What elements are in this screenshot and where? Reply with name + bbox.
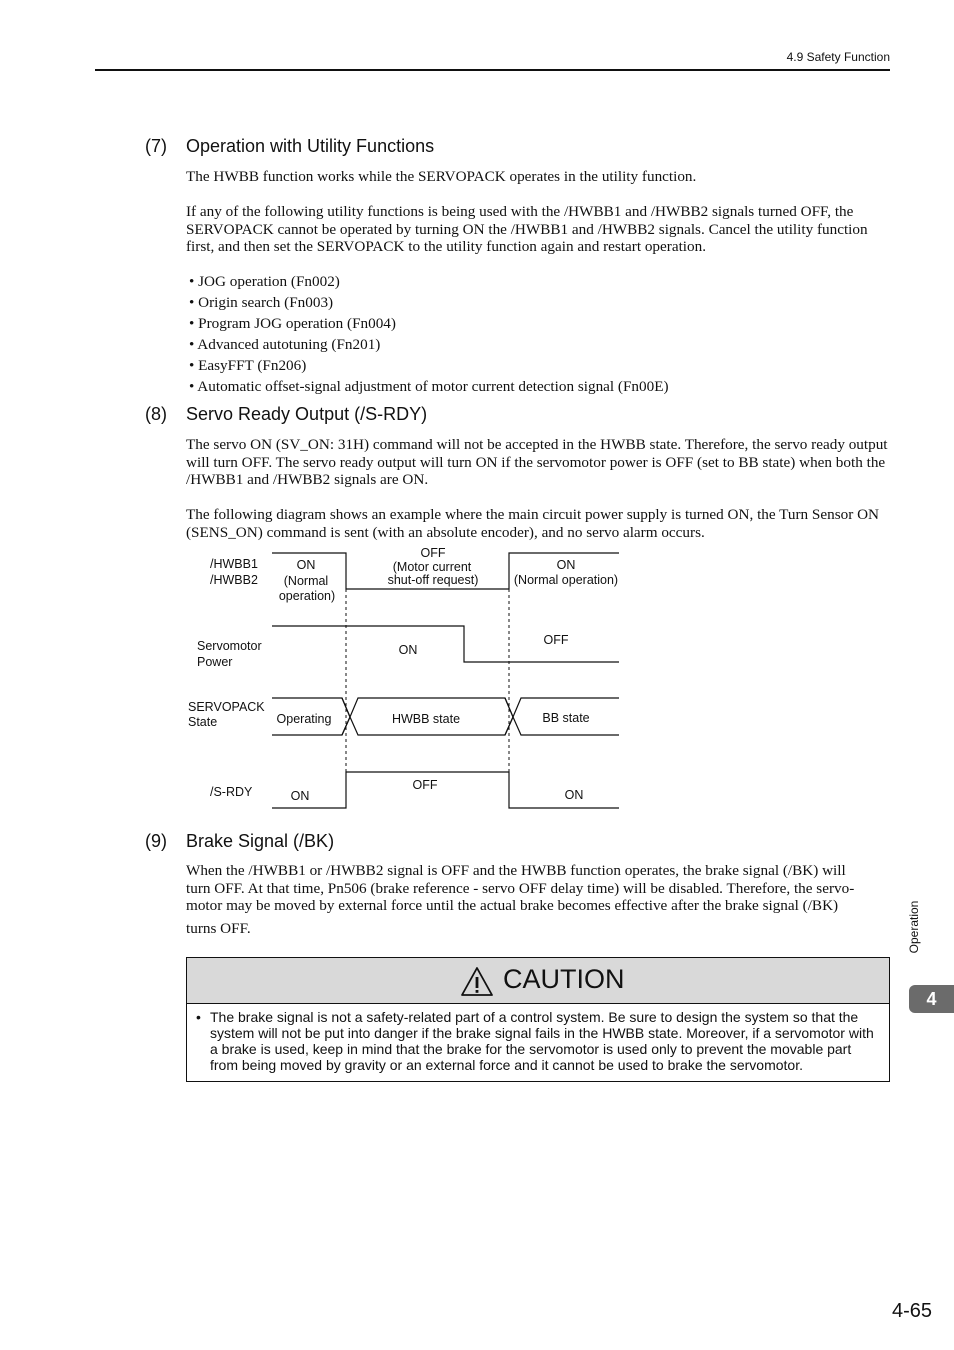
motor-off-label: OFF [543,633,569,647]
hwbb-on-label: (Normal operation) [513,573,619,587]
section-8-heading [145,404,427,425]
hwbb-off-label: shut-off request) [387,573,479,587]
srdy-label: /S-RDY [210,785,253,799]
section-8-paragraph-1: The servo ON (SV_ON: 31H) command will not be accepted in the HWBB state. Therefore, the servo ready output will turn OFF. The servo ready output will turn ON if the servomotor power is OFF (set to BB state) when both the /HWBB1 and /HWBB2 signals are ON. [186,436,888,488]
hwbb-label: /HWBB2 [210,573,258,587]
srdy-off-label: OFF [412,778,438,792]
paragraph-line: When the /HWBB1 or /HWBB2 signal is OFF and the HWBB function operates, the brake signal (/BK) will [186,862,846,879]
hwbb-label: /HWBB1 [210,557,258,571]
paragraph-line: turns OFF. [186,920,251,937]
section-9-heading [145,831,334,852]
list-item: • Origin search (Fn003) [189,292,889,313]
section-7-paragraph-2: If any of the following utility functions is being used with the /HWBB1 and /HWBB2 signals turned OFF, the SERVOPACK cannot be operated by turning ON the /HWBB1 and /HWBB2 signals. Cancel the utility function first, and then set the SERVOPACK to the utility function again and restart operation. [186,203,868,255]
servopack-state-label: SERVOPACK [188,700,265,714]
section-7-paragraph-1: The HWBB function works while the SERVOPACK operates in the utility function. [186,168,697,185]
chapter-side-label [895,890,931,970]
caution-bullet: • [196,1009,201,1025]
list-item: • EasyFFT (Fn206) [189,355,889,376]
caution-text: The brake signal is not a safety-related part of a control system. Be sure to design the system so that the system will not be put into danger if the brake signal fails in the HWBB state. Moreover, if a servomotor with a brake is used, keep in mind that the brake for the servomotor is used only to prevent the movable part from being moved by gravity or an external force and it cannot be used to brake the servomotor. [210,1009,874,1073]
list-item: • Automatic offset-signal adjustment of motor current detection signal (Fn00E) [189,376,889,397]
timing-diagram [180,542,630,817]
section-8-paragraph-2: The following diagram shows an example where the main circuit power supply is turned ON, the Turn Sensor ON (SENS_ON) command is sent (with an absolute encoder), and no servo alarm occurs. [186,506,880,541]
servopack-state-label: State [188,715,218,729]
page-number: 4-65 [891,1300,932,1322]
caution-header [187,958,889,1004]
list-item: • Program JOG operation (Fn004) [189,313,889,334]
warning-triangle-icon [460,966,494,998]
state-bb-label: BB state [542,711,590,725]
list-item: • Advanced autotuning (Fn201) [189,334,889,355]
caution-box [186,957,890,1082]
srdy-on-label: ON [290,789,310,803]
section-9-number: (9) [145,831,167,851]
srdy-on-label: ON [564,788,584,802]
paragraph-line: motor may be moved by external force until the actual brake becomes effective after the brake signal (/BK) [186,897,839,914]
section-7-title: Operation with Utility Functions [186,136,435,156]
servomotor-power-label: Servomotor [197,639,262,653]
section-7-number: (7) [145,136,167,156]
section-9-title: Brake Signal (/BK) [186,831,335,851]
running-head: 4.9 Safety Function [786,50,890,64]
hwbb-on-label: operation) [278,589,336,603]
state-hwbb-label: HWBB state [391,712,461,726]
hwbb-on-label: ON [556,558,576,572]
utility-function-list [189,271,889,397]
chapter-number-tab: 4 [909,985,954,1013]
chapter-label: Operation [907,900,921,954]
section-8-number: (8) [145,404,167,424]
list-item: • JOG operation (Fn002) [189,271,889,292]
caution-title: CAUTION [503,964,625,994]
section-7-heading [145,136,434,157]
hwbb-on-label: ON [296,558,316,572]
paragraph-line: turn OFF. At that time, Pn506 (brake reference - servo OFF delay time) will be disabled. Therefore, the servo- [186,880,855,897]
state-operating-label: Operating [276,712,332,726]
section-8-title: Servo Ready Output (/S-RDY) [186,404,428,424]
hwbb-off-label: OFF [420,546,446,560]
servomotor-power-label: Power [197,655,233,669]
header-rule [95,69,890,71]
motor-on-label: ON [398,643,418,657]
hwbb-off-label: (Motor current [392,560,472,574]
hwbb-on-label: (Normal [283,574,329,588]
